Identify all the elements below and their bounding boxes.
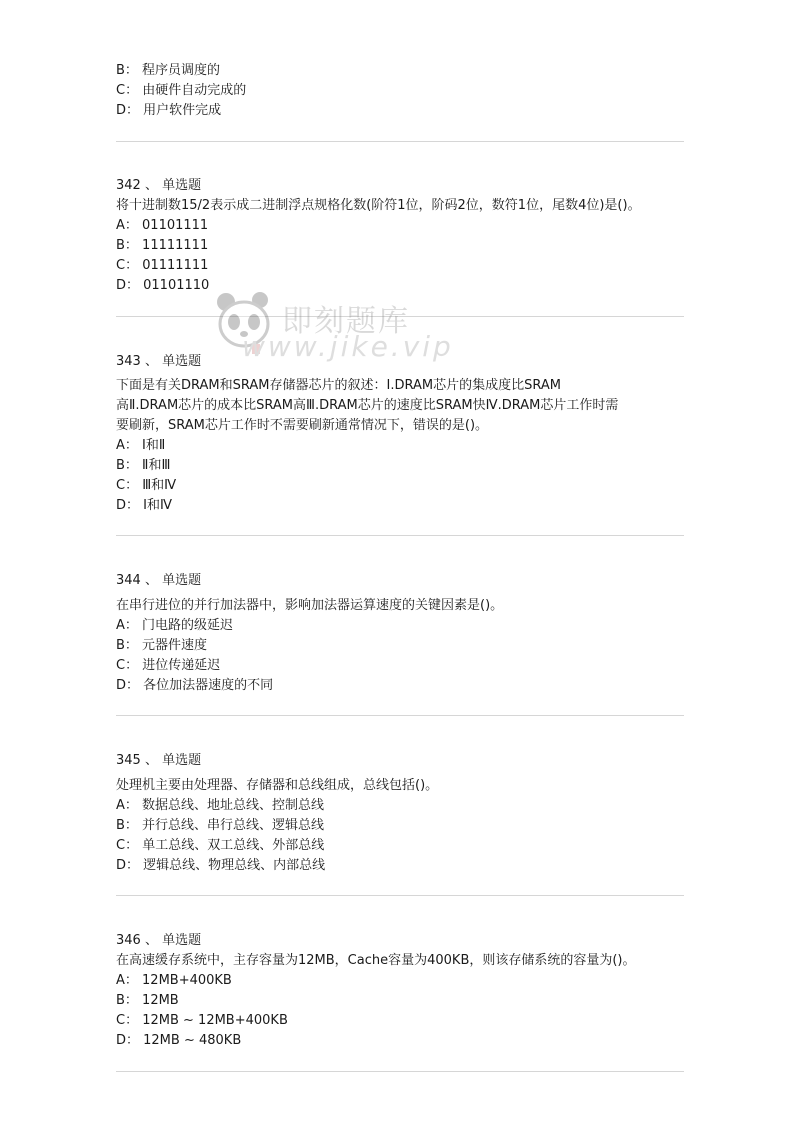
option-b: B： 元器件速度 [116,638,208,653]
option-b: B： Ⅱ和Ⅲ [116,458,171,473]
option-b: B： 12MB [116,993,179,1008]
option-c: C： 进位传递延迟 [116,658,221,673]
option-a: A： Ⅰ和Ⅱ [116,438,166,453]
watermark-brand: 即刻题库 [282,304,410,339]
watermark-url: www.jike.vip [242,330,454,363]
option-d: D： 12MB ~ 480KB [116,1033,242,1048]
option-d: D： 用户软件完成 [116,103,222,118]
question-stem-line: 高Ⅱ.DRAM芯片的成本比SRAM高Ⅲ.DRAM芯片的速度比SRAM快Ⅳ.DRAM芯片工作时需 [116,398,619,413]
question-stem: 处理机主要由处理器、存储器和总线组成，总线包括()。 [116,778,439,793]
option-a: A： 数据总线、地址总线、控制总线 [116,798,325,813]
option-d: D： 各位加法器速度的不同 [116,678,274,693]
option-b: B： 11111111 [116,238,209,253]
option-a: A： 12MB+400KB [116,973,232,988]
panda-logo-icon [212,288,276,358]
option-c: C： 由硬件自动完成的 [116,83,247,98]
option-d: D： 逻辑总线、物理总线、内部总线 [116,858,326,873]
option-b: B： 并行总线、串行总线、逻辑总线 [116,818,325,833]
question-stem-line: 要刷新，SRAM芯片工作时不需要刷新通常情况下，错误的是()。 [116,418,489,433]
question-header: 343 、 单选题 [116,354,202,369]
divider [116,1071,684,1072]
divider [116,535,684,536]
option-c: C： 01111111 [116,258,209,273]
question-header: 344 、 单选题 [116,573,202,588]
option-b: B： 程序员调度的 [116,63,221,78]
question-header: 342 、 单选题 [116,178,202,193]
question-stem-line: 下面是有关DRAM和SRAM存储器芯片的叙述：Ⅰ.DRAM芯片的集成度比SRAM [116,378,561,393]
question-stem: 将十进制数15/2表示成二进制浮点规格化数(阶符1位，阶码2位，数符1位，尾数4位)是()。 [116,198,641,213]
option-d: D： 01101110 [116,278,210,293]
option-d: D： Ⅰ和Ⅳ [116,498,172,513]
question-stem: 在串行进位的并行加法器中，影响加法器运算速度的关键因素是()。 [116,598,504,613]
option-c: C： 单工总线、双工总线、外部总线 [116,838,325,853]
question-header: 346 、 单选题 [116,933,202,948]
option-c: C： 12MB ~ 12MB+400KB [116,1013,288,1028]
option-a: A： 门电路的级延迟 [116,618,234,633]
divider [116,316,684,317]
option-c: C： Ⅲ和Ⅳ [116,478,177,493]
question-stem: 在高速缓存系统中，主存容量为12MB，Cache容量为400KB，则该存储系统的容量为()。 [116,953,636,968]
divider [116,895,684,896]
divider [116,141,684,142]
divider [116,715,684,716]
option-a: A： 01101111 [116,218,209,233]
question-header: 345 、 单选题 [116,753,202,768]
watermark [212,288,454,378]
